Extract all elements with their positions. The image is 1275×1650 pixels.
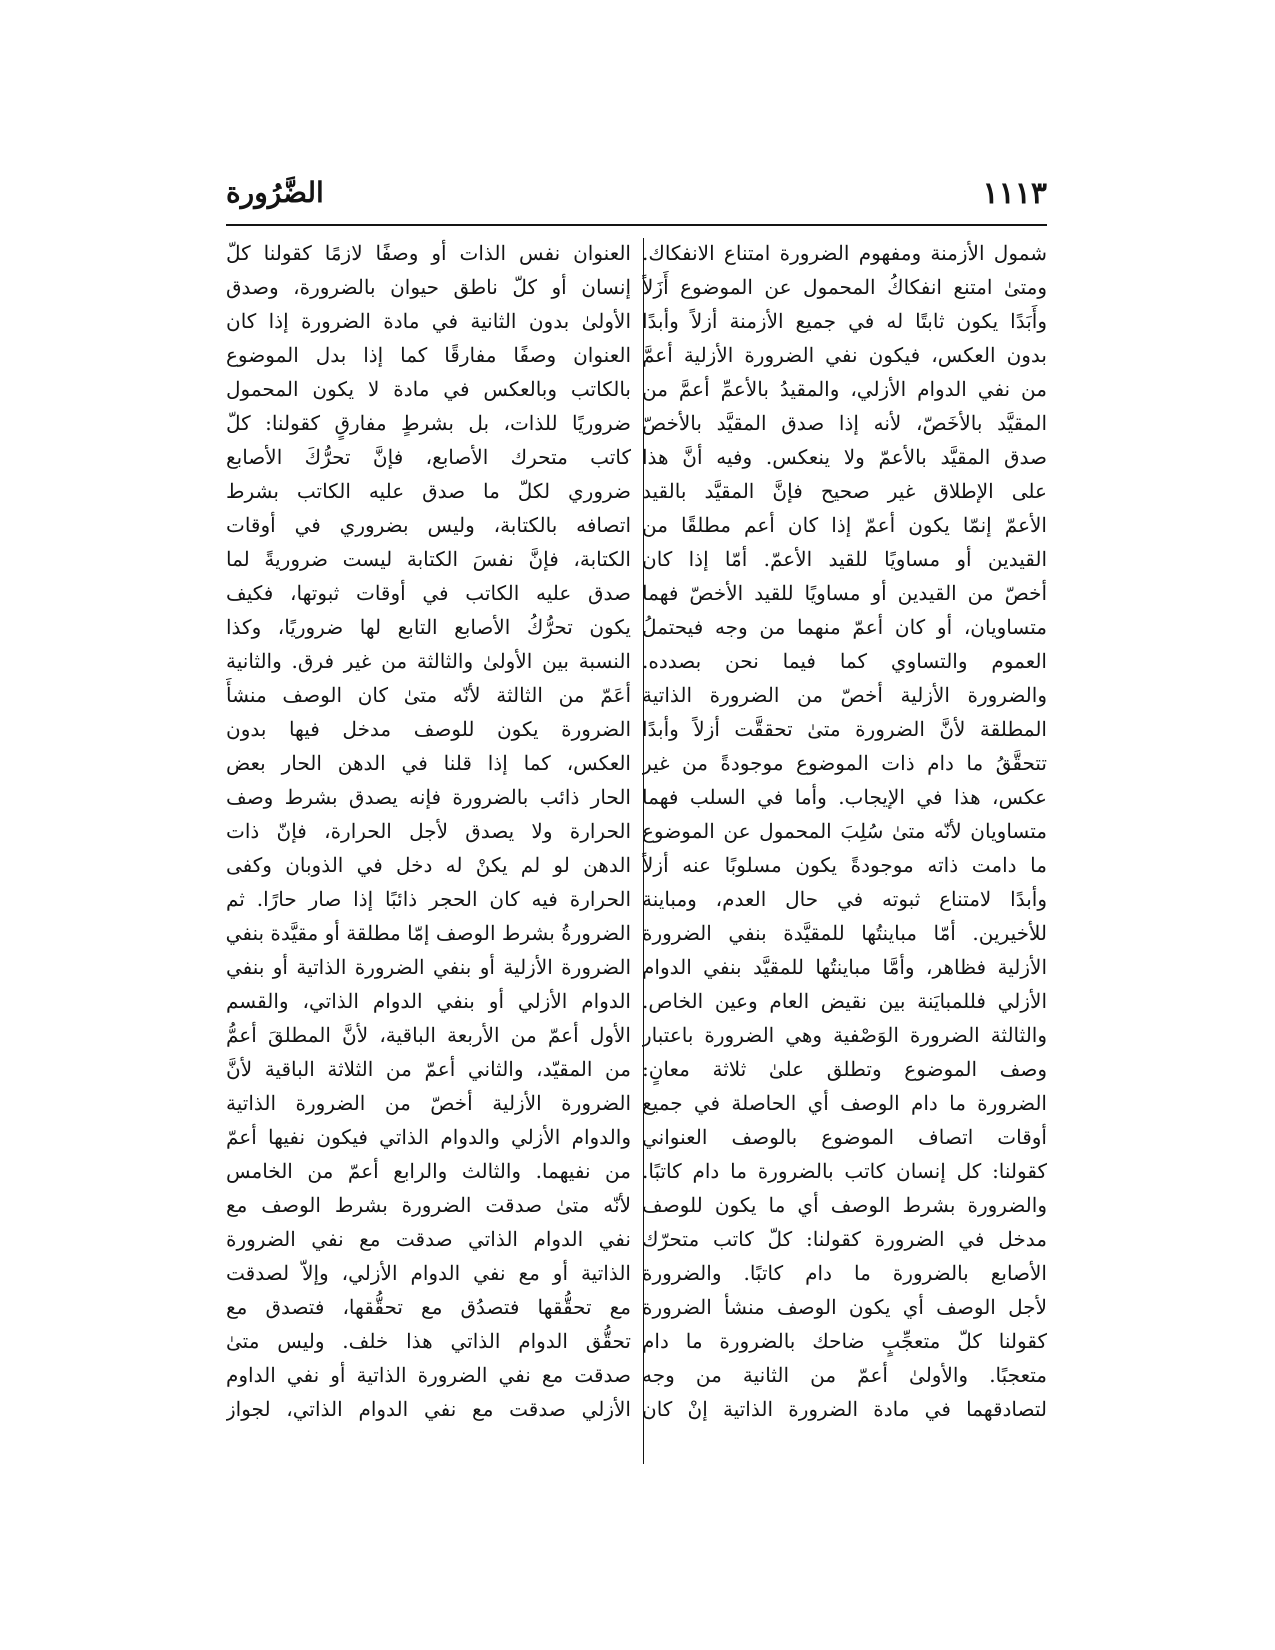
text-line: الضرورة الأزلية أو بنفي الضرورة الذاتية أو بنفي xyxy=(226,955,631,979)
text-line: الضرورة الأزلية أخصّ من الضرورة الذاتية xyxy=(226,1091,631,1115)
text-line: الضرورة يكون للوصف مدخل فيها بدون xyxy=(226,717,631,741)
text-line: شمول الأزمنة ومفهوم الضرورة امتناع الانفكاك. xyxy=(642,241,1047,265)
text-line: الدوام الأزلي أو بنفي الدوام الذاتي، والقسم xyxy=(226,989,631,1013)
text-line: العنوان نفس الذات أو وصفًا لازمًا كقولنا كلّ xyxy=(226,241,631,265)
text-line: المقيَّد بالأخَصّ، لأنه إذا صدق المقيَّد بالأخصّ xyxy=(642,411,1047,435)
text-line: العموم والتساوي كما فيما نحن بصدده. xyxy=(642,649,1047,673)
text-line: تحقُّق الدوام الذاتي هذا خلف. وليس متىٰ xyxy=(226,1329,631,1353)
text-line: صدقت مع نفي الضرورة الذاتية أو نفي الداوم xyxy=(226,1363,631,1387)
text-line: كقولنا كلّ متعجِّبٍ ضاحك بالضرورة ما دام xyxy=(642,1329,1047,1353)
text-line: بدون العكس، فيكون نفي الضرورة الأزلية أعمَّ xyxy=(642,343,1047,367)
text-line: كاتب متحرك الأصابع، فإنَّ تحرُّكَ الأصابع xyxy=(226,445,631,469)
text-line: الحار ذائب بالضرورة فإنه يصدق بشرط وصف xyxy=(226,785,631,809)
text-line: مع تحقُّقها فتصدُق مع تحقُّقها، فتصدق مع xyxy=(226,1295,631,1319)
right-column xyxy=(642,236,1047,1474)
text-line: النسبة بين الأولىٰ والثالثة من غير فرق. والثانية xyxy=(226,649,631,673)
text-line: اتصافه بالكتابة، وليس بضروري في أوقات xyxy=(226,513,631,537)
running-title: الضَّرُورة xyxy=(226,176,324,209)
text-line: الضرورةُ بشرط الوصف إمّا مطلقة أو مقيَّدة بنفي xyxy=(226,921,631,945)
text-line: الأزلية فظاهر، وأمَّا مباينتُها للمقيَّد بنفي الدوام xyxy=(642,955,1047,979)
text-line: بالكاتب وبالعكس في مادة لا يكون المحمول xyxy=(226,377,631,401)
text-line: لأنّه متىٰ صدقت الضرورة بشرط الوصف مع xyxy=(226,1193,631,1217)
text-line: تتحقَّقُ ما دام ذات الموضوع موجودةً من غير xyxy=(642,751,1047,775)
text-line: متعجبًا. والأولىٰ أعمّ من الثانية من وجه xyxy=(642,1363,1047,1387)
text-line: وصف الموضوع وتطلق علىٰ ثلاثة معانٍ: xyxy=(642,1057,1047,1081)
text-line: ضروري لكلّ ما صدق عليه الكاتب بشرط xyxy=(226,479,631,503)
text-line: وأبدًا لامتناع ثبوته في حال العدم، ومباينة xyxy=(642,887,1047,911)
text-line: نفي الدوام الذاتي صدقت مع نفي الضرورة xyxy=(226,1227,631,1251)
text-line: على الإطلاق غير صحيح فإنَّ المقيَّد بالقيد xyxy=(642,479,1047,503)
text-line: الأصابع بالضرورة ما دام كاتبًا. والضرورة xyxy=(642,1261,1047,1285)
text-line: ضروريًا للذات، بل بشرطٍ مفارقٍ كقولنا: كلّ xyxy=(226,411,631,435)
text-line: أعَمّ من الثالثة لأنّه متىٰ كان الوصف منشأً xyxy=(226,683,631,707)
text-line: ما دامت ذاته موجودةً يكون مسلوبًا عنه أزلاً xyxy=(642,853,1047,877)
text-line: يكون تحرُّكُ الأصابع التابع لها ضروريًا، وكذا xyxy=(226,615,631,639)
page-header xyxy=(226,176,1047,218)
text-line: الذاتية أو مع نفي الدوام الأزلي، وإلاّ لصدقت xyxy=(226,1261,631,1285)
text-line: والضرورة بشرط الوصف أي ما يكون للوصف xyxy=(642,1193,1047,1217)
text-line: العكس، كما إذا قلنا في الدهن الحار بعض xyxy=(226,751,631,775)
text-line: الأزلي صدقت مع نفي الدوام الذاتي، لجواز xyxy=(226,1397,631,1421)
text-line: من نفيهما. والثالث والرابع أعمّ من الخامس xyxy=(226,1159,631,1183)
text-line: من نفي الدوام الأزلي، والمقيدُ بالأعمِّ أعمَّ من xyxy=(642,377,1047,401)
text-line: كقولنا: كل إنسان كاتب بالضرورة ما دام كاتبًا. xyxy=(642,1159,1047,1183)
text-line: الأزلي فللمبايَنة بين نقيض العام وعين الخاص. xyxy=(642,989,1047,1013)
left-column xyxy=(226,236,631,1474)
header-rule xyxy=(226,224,1047,226)
text-line: الأولىٰ بدون الثانية في مادة الضرورة إذا كان xyxy=(226,309,631,333)
text-line: الضرورة ما دام الوصف أي الحاصلة في جميع xyxy=(642,1091,1047,1115)
text-line: الأول أعمّ من الأربعة الباقية، لأنَّ المطلقَ أعمُّ xyxy=(226,1023,631,1047)
text-line: ومتىٰ امتنع انفكاكُ المحمول عن الموضوع أَزَلاً xyxy=(642,275,1047,299)
text-line: القيدين أو مساويًا للقيد الأعمّ. أمّا إذا كان xyxy=(642,547,1047,571)
text-line: والثالثة الضرورة الوَصْفية وهي الضرورة باعتبار xyxy=(642,1023,1047,1047)
text-line: والضرورة الأزلية أخصّ من الضرورة الذاتية xyxy=(642,683,1047,707)
text-line: الدهن لو لم يكنْ له دخل في الذوبان وكفى xyxy=(226,853,631,877)
text-line: صدق عليه الكاتب في أوقات ثبوتها، فكيف xyxy=(226,581,631,605)
page-number: ١١١٣ xyxy=(982,176,1047,211)
text-line: وأَبَدًا يكون ثابتًا له في جميع الأزمنة أزلاً وأبدًا xyxy=(642,309,1047,333)
text-line: لتصادقهما في مادة الضرورة الذاتية إنْ كان xyxy=(642,1397,1047,1421)
text-line: المطلقة لأنَّ الضرورة متىٰ تحققَّت أزلاً وأبدًا xyxy=(642,717,1047,741)
text-line: الحرارة ولا يصدق لأجل الحرارة، فإنّ ذات xyxy=(226,819,631,843)
text-line: مدخل في الضرورة كقولنا: كلّ كاتب متحرّك xyxy=(642,1227,1047,1251)
text-line: أخصّ من القيدين أو مساويًا للقيد الأخصّ فهما xyxy=(642,581,1047,605)
text-line: الكتابة، فإنَّ نفسَ الكتابة ليست ضروريةً لما xyxy=(226,547,631,571)
text-line: الأعمّ إنمّا يكون أعمّ إذا كان أعم مطلقًا من xyxy=(642,513,1047,537)
text-line: العنوان وصفًا مفارقًا كما إذا بدل الموضوع xyxy=(226,343,631,367)
text-line: صدق المقيَّد بالأعمّ ولا ينعكس. وفيه أنَّ هذا xyxy=(642,445,1047,469)
text-line: متساويان، أو كان أعمّ منهما من وجه فيحتملُ xyxy=(642,615,1047,639)
column-divider xyxy=(643,238,644,1464)
text-line: للأخيرين. أمّا مباينتُها للمقيَّدة بنفي الضرورة xyxy=(642,921,1047,945)
text-line: الحرارة فيه كان الحجر ذائبًا إذا صار حارًا. ثم xyxy=(226,887,631,911)
text-line: من المقيّد، والثاني أعمّ من الثلاثة الباقية لأنَّ xyxy=(226,1057,631,1081)
text-line: إنسان أو كلّ ناطق حيوان بالضرورة، وصدق xyxy=(226,275,631,299)
text-line: لأجل الوصف أي يكون الوصف منشأ الضرورة xyxy=(642,1295,1047,1319)
text-line: متساويان لأنّه متىٰ سُلِبَ المحمول عن الموضوع xyxy=(642,819,1047,843)
text-line: عكس، هذا في الإيجاب. وأما في السلب فهما xyxy=(642,785,1047,809)
text-line: أوقات اتصاف الموضوع بالوصف العنواني xyxy=(642,1125,1047,1149)
text-line: والدوام الأزلي والدوام الذاتي فيكون نفيها أعمّ xyxy=(226,1125,631,1149)
